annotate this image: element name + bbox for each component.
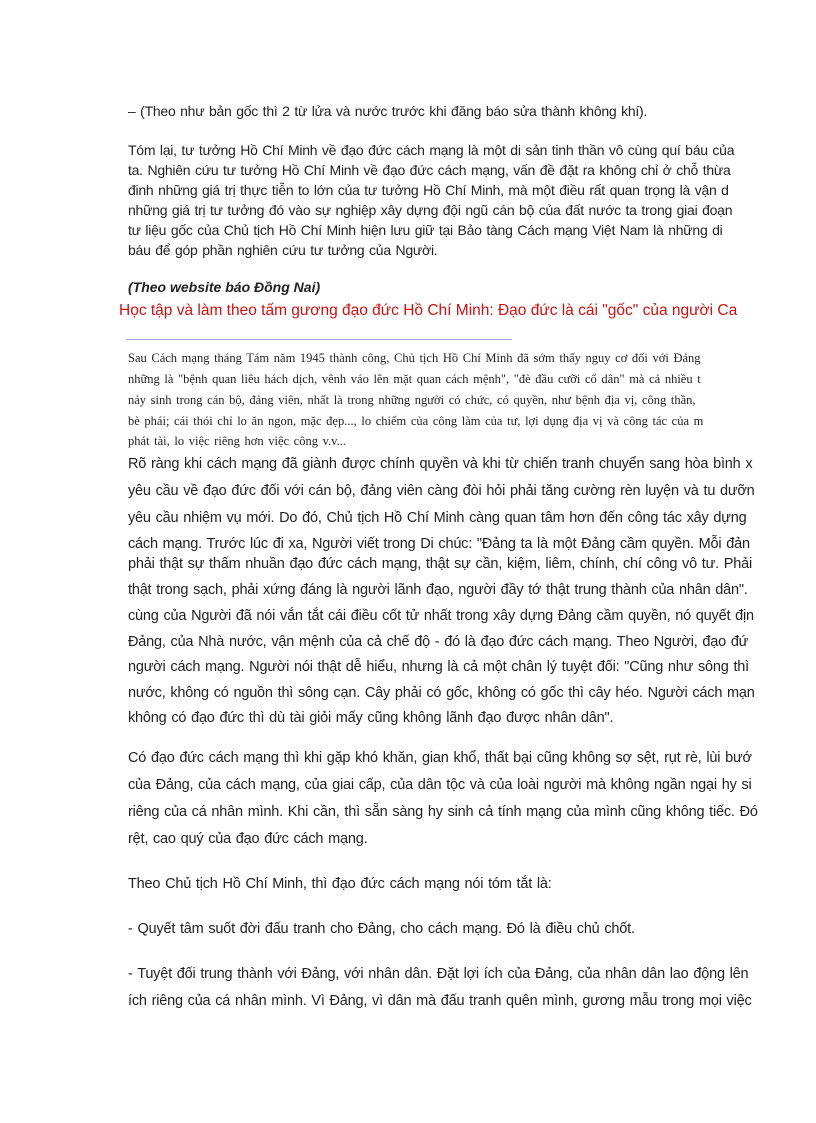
- text-line: của Đảng, của cách mạng, của giai cấp, của dân tộc và của loài người mà không ngần ngại hy si: [128, 777, 752, 793]
- lead-line: phát tài, lo việc riêng hơn việc công v.v...: [128, 434, 346, 448]
- text-line: những giá trị tư tưởng đó vào sự nghiệp xây dựng đội ngũ cán bộ của đất nước ta trong giai đoạn: [128, 202, 733, 218]
- text-line: riêng của cá nhân mình. Khi cần, thì sẵn sàng hy sinh cả tính mạng của mình cũng không tiếc. Đó: [128, 804, 758, 820]
- text-line: Có đạo đức cách mạng thì khi gặp khó khăn, gian khổ, thất bại cũng không sợ sệt, rụt rè, lùi bướ: [128, 750, 752, 766]
- text-line: tư liệu gốc của Chủ tịch Hồ Chí Minh hiện lưu giữ tại Bảo tàng Cách mạng Việt Nam là những di: [128, 222, 723, 238]
- title-divider: [126, 339, 512, 340]
- text-line: phải thật sự thấm nhuần đạo đức cách mạng, thật sự cần, kiệm, liêm, chính, chí công vô tư. Phải: [128, 556, 752, 572]
- text-line: thật trong sạch, phải xứng đáng là người lãnh đạo, người đầy tớ thật trung thành của nhân dân".: [128, 582, 748, 598]
- text-line: rệt, cao quý của đạo đức cách mạng.: [128, 831, 368, 847]
- text-line: ta. Nghiên cứu tư tưởng Hồ Chí Minh về đạo đức cách mạng, vấn đề đặt ra không chỉ ở chỗ thừa: [128, 162, 731, 178]
- body-paragraph-3: Theo Chủ tịch Hồ Chí Minh, thì đạo đức cách mạng nói tóm tắt là:: [128, 876, 552, 892]
- lead-line: nảy sinh trong cán bộ, đảng viên, nhất là trong những người có chức, có quyền, như bệnh địa vị, công thần,: [128, 393, 696, 407]
- text-line: Tóm lại, tư tưởng Hồ Chí Minh về đạo đức cách mạng là một di sản tinh thần vô cùng quí báu của: [128, 142, 735, 158]
- text-line: nước, không có nguồn thì sông cạn. Cây phải có gốc, không có gốc thì cây héo. Người cách mạn: [128, 685, 755, 701]
- lead-line: bè phái; cái thói chỉ lo ăn ngon, mặc đẹp..., lo chiếm của công làm của tư, lợi dụng địa vị và công tác của m: [128, 414, 704, 428]
- text-line: đinh những giá trị thực tiễn to lớn của tư tưởng Hồ Chí Minh, mà một điều rất quan trọng là vận d: [128, 182, 729, 198]
- text-line: yêu cầu về đạo đức đối với cán bộ, đảng viên càng đòi hỏi phải tăng cường rèn luyện và tu dưỡn: [128, 483, 755, 499]
- body-paragraph-4: - Quyết tâm suốt đời đấu tranh cho Đảng, cho cách mạng. Đó là điều chủ chốt.: [128, 921, 635, 937]
- text-line: ích riêng của cá nhân mình. Vì Đảng, vì dân mà đấu tranh quên mình, gương mẫu trong mọi việc: [128, 993, 752, 1009]
- lead-line: Sau Cách mạng tháng Tám năm 1945 thành công, Chủ tịch Hồ Chí Minh đã sớm thấy nguy cơ đối với Đảng: [128, 351, 701, 365]
- text-line: báu để góp phần nghiên cứu tư tưởng của Người.: [128, 242, 438, 258]
- text-line: yêu cầu nhiệm vụ mới. Do đó, Chủ tịch Hồ Chí Minh càng quan tâm hơn đến công tác xây dựng: [128, 510, 747, 526]
- source-citation: (Theo website báo Đồng Nai): [128, 279, 321, 295]
- intro-line: – (Theo như bản gốc thì 2 từ lửa và nước trước khi đăng báo sửa thành không khí).: [128, 103, 648, 119]
- text-line: - Tuyệt đối trung thành với Đảng, với nhân dân. Đặt lợi ích của Đảng, của nhân dân lao động lên: [128, 966, 749, 982]
- text-line: cách mạng. Trước lúc đi xa, Người viết trong Di chúc: "Đảng ta là một Đảng cầm quyền. Mỗi đản: [128, 536, 750, 552]
- article-title: Học tập và làm theo tấm gương đạo đức Hồ Chí Minh: Đạo đức là cái "gốc" của người Ca: [119, 302, 738, 319]
- text-line: Rõ ràng khi cách mạng đã giành được chính quyền và khi từ chiến tranh chuyển sang hòa bình x: [128, 456, 753, 472]
- lead-line: những là "bệnh quan liêu hách dịch, vênh váo lên mặt quan cách mệnh", "đè đầu cưỡi cổ dân" mà cả nhiều t: [128, 372, 701, 386]
- text-line: Đảng, của Nhà nước, vận mệnh của cả chế độ - đó là đạo đức cách mạng. Theo Người, đạo đứ: [128, 634, 749, 650]
- text-line: không có đạo đức thì dù tài giỏi mấy cũng không lãnh đạo được nhân dân".: [128, 710, 614, 726]
- text-line: người cách mạng. Người nói thật dễ hiểu, nhưng là cả một chân lý tuyệt đối: "Cũng như sông thì: [128, 659, 749, 675]
- text-line: cùng của Người đã nói vắn tắt cái điều cốt tử nhất trong xây dựng Đảng cầm quyền, nó quyết địn: [128, 608, 754, 624]
